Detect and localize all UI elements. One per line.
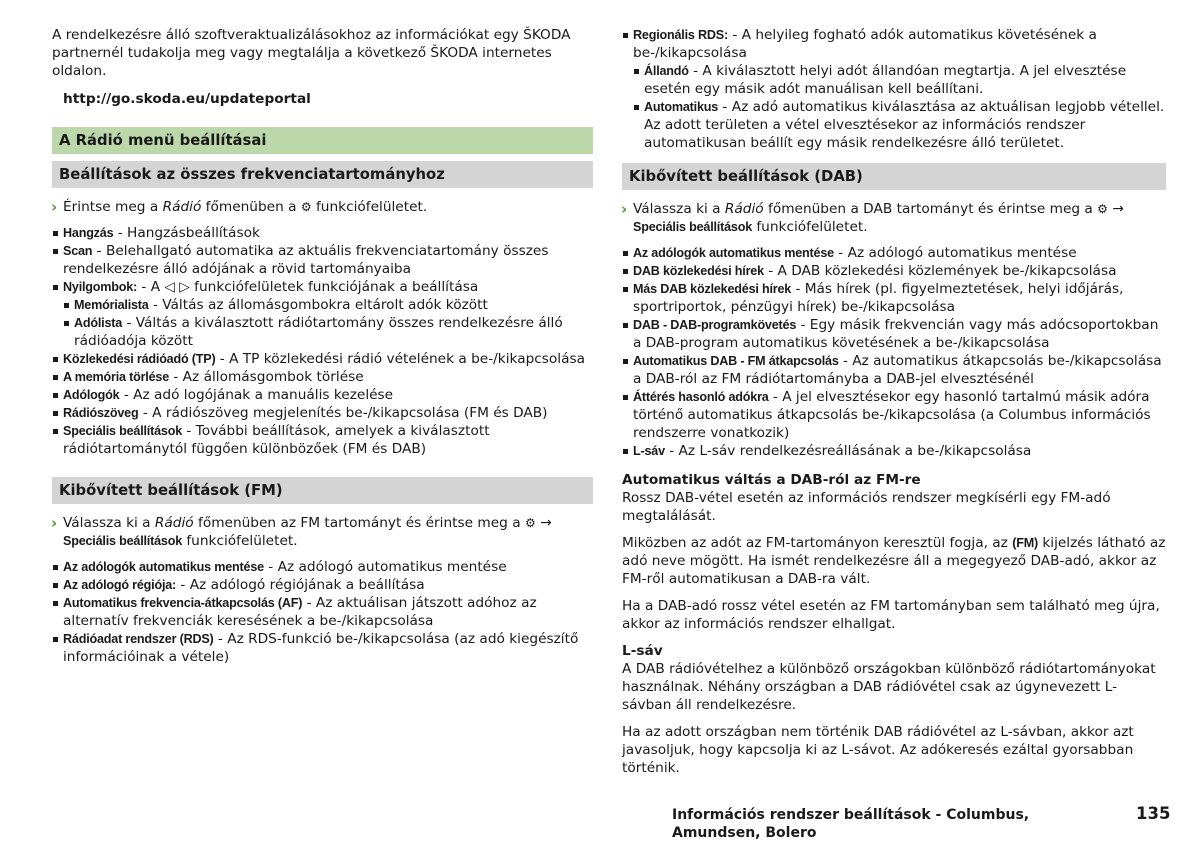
regional-rds-list — [622, 26, 1166, 152]
item-desc: - További beállítások, amelyek a kiválasztott rádiótartománytól függően különbözőek (FM és DAB) — [63, 423, 490, 457]
l-band-p2: Ha az adott országban nem történik DAB rádióvétel az L-sávban, akkor azt javasoljuk, hogy kapcsolja ki az L-sávot. Az adókeresés ezáltal gyorsabban történik. — [622, 724, 1134, 776]
list-item — [52, 558, 593, 576]
item-term: DAB közlekedési hírek — [633, 264, 764, 278]
list-item — [622, 262, 1166, 280]
bullet-icon — [623, 33, 628, 38]
bullet-icon — [53, 583, 58, 588]
instruction-dab: › Válassza ki a Rádió főmenüben a DAB tartományt és érintse meg a ⚙ → Speciális beállítások funkciófelületet. — [621, 200, 1124, 235]
bullet-icon — [53, 375, 58, 380]
list-item — [622, 388, 1166, 442]
item-term: Közlekedési rádióadó (TP) — [63, 352, 216, 366]
bullet-icon — [623, 323, 628, 328]
list-item — [52, 350, 593, 368]
item-desc: - Az állomásgombok törlése — [169, 369, 364, 385]
list-item — [622, 280, 1166, 316]
right-column — [622, 26, 1166, 786]
bullet-icon — [623, 251, 628, 256]
item-desc: - Belehallgató automatika az aktuális frekvenciatartomány összes rendelkezésre álló adójának a rövid tartományaiba — [63, 243, 549, 277]
auto-switch-p3: Ha a DAB-adó rossz vétel esetén az FM tartományban sem található meg újra, akkor az információs rendszer elhallgat. — [622, 598, 1160, 632]
item-term: Adólista — [74, 316, 123, 330]
footer-title: Információs rendszer beállítások - Columbus, Amundsen, Bolero — [672, 807, 1030, 841]
item-desc: - A rádiószöveg megjelenítés be-/kikapcsolása (FM és DAB) — [138, 405, 548, 421]
page-number: 135 — [1136, 804, 1171, 823]
list-item — [633, 98, 1166, 152]
list-item — [622, 442, 1166, 460]
item-term: Az adólogó régiója: — [63, 578, 177, 592]
item-term: Automatikus — [644, 100, 719, 114]
bullet-icon — [53, 565, 58, 570]
list-item — [622, 352, 1166, 388]
instruction-fm: › Válassza ki a Rádió főmenüben az FM tartományt és érintse meg a ⚙ → Speciális beállítások funkciófelületet. — [51, 514, 552, 549]
item-desc: - Az aktuálisan játszott adóhoz az alternatív frekvenciák keresésének a be-/kikapcsolása — [63, 595, 537, 629]
settings-icon: ⚙ — [1097, 202, 1108, 216]
item-desc: - Egy másik frekvencián vagy más adócsoportokban a DAB-program automatikus követésének a be-/kikapcsolása — [633, 317, 1159, 351]
bullet-icon — [53, 393, 58, 398]
l-band-p1: A DAB rádióvételhez a különböző országokban különböző rádiótartományokat használnak. Néhány országban a DAB rádióvétel csak az úgynevezett L-sávban áll rendelkezésre. — [622, 661, 1156, 713]
list-item — [52, 404, 593, 422]
dab-settings-list — [622, 244, 1166, 460]
item-term: Az adólogók automatikus mentése — [63, 560, 264, 574]
item-term: Regionális RDS: — [633, 28, 728, 42]
item-desc: - Váltás az állomásgombokra eltárolt adók között — [148, 297, 488, 313]
subsection-dab-title: Kibővített beállítások (DAB) — [622, 163, 1166, 190]
list-item — [52, 224, 593, 242]
item-term: Automatikus frekvencia-átkapcsolás (AF) — [63, 596, 303, 610]
item-desc: - A DAB közlekedési közlemények be-/kikapcsolása — [763, 263, 1117, 279]
list-item — [52, 368, 593, 386]
auto-switch-p2: Miközben az adót az FM-tartományon keresztül fogja, az (FM) kijelzés látható az adó neve mögött. Ha ismét rendelkezésre áll a megegyező DAB-adó, akkor az FM-ről automatikusan a DAB-ra vált. — [622, 535, 1166, 587]
item-desc: - Váltás a kiválasztott rádiótartomány összes rendelkezésre álló rádióadója között — [74, 315, 563, 349]
item-term: Más DAB közlekedési hírek — [633, 282, 792, 296]
item-term: Automatikus DAB - FM átkapcsolás — [633, 354, 839, 368]
intro-text: A rendelkezésre álló szoftveraktualizálásokhoz az információkat egy ŠKODA partnernél tudakolja meg vagy megtalálja a következő ŠKODA internetes oldalon. — [52, 27, 571, 79]
list-item — [63, 296, 593, 314]
l-band-heading: L-sáv — [622, 643, 663, 659]
item-term: Áttérés hasonló adókra — [633, 390, 769, 404]
item-desc: - A helyileg fogható adók automatikus követésének a be-/kikapcsolása — [633, 27, 1097, 61]
list-item — [52, 594, 593, 630]
update-portal-url[interactable]: http://go.skoda.eu/updateportal — [63, 91, 311, 107]
bullet-icon — [53, 357, 58, 362]
bullet-icon — [53, 411, 58, 416]
item-desc: - Az adó automatikus kiválasztása az aktuálisan legjobb vétellel. Az adott területen a vétel elvesztésekor az információs rendszer automatikusan beállít egy másik rendelkezésre álló területet. — [644, 99, 1165, 151]
list-item — [622, 26, 1166, 62]
item-term: Speciális beállítások — [63, 424, 183, 438]
item-term: Rádiószöveg — [63, 406, 139, 420]
bullet-icon — [634, 105, 639, 110]
item-desc: - Az adó logójának a manuális kezelése — [119, 387, 394, 403]
subsection-fm-title: Kibővített beállítások (FM) — [52, 477, 593, 504]
chevron-icon: › — [621, 200, 628, 218]
item-term: Állandó — [644, 64, 689, 78]
item-term: Hangzás — [63, 226, 114, 240]
item-term: Nyilgombok: — [63, 280, 138, 294]
bullet-icon — [623, 269, 628, 274]
instruction-all-bands: › Érintse meg a Rádió főmenüben a ⚙ funkciófelületet. — [51, 198, 428, 216]
section-title: A Rádió menü beállításai — [52, 127, 593, 154]
bullet-icon — [53, 231, 58, 236]
list-item — [63, 314, 593, 350]
item-desc: - Hangzásbeállítások — [113, 225, 260, 241]
bullet-icon — [53, 285, 58, 290]
list-item — [52, 242, 593, 278]
bullet-icon — [623, 449, 628, 454]
item-term: Rádióadat rendszer (RDS) — [63, 632, 214, 646]
chevron-icon: › — [51, 198, 58, 216]
item-desc: - A kiválasztott helyi adót állandóan megtartja. A jel elvesztése esetén egy másik adót manuálisan kell beállítani. — [644, 63, 1127, 97]
item-term: Scan — [63, 244, 93, 258]
auto-switch-heading: Automatikus váltás a DAB-ról az FM-re — [622, 472, 921, 488]
list-item — [52, 422, 593, 458]
bullet-icon — [53, 637, 58, 642]
item-term: DAB - DAB-programkövetés — [633, 318, 797, 332]
bullet-icon — [634, 69, 639, 74]
list-item — [52, 576, 593, 594]
item-desc: - Az adólogó automatikus mentése — [263, 559, 507, 575]
chevron-icon: › — [51, 514, 58, 532]
item-desc: - Az L-sáv rendelkezésreállásának a be-/kikapcsolása — [664, 443, 1032, 459]
bullet-icon — [53, 249, 58, 254]
bullet-icon — [53, 429, 58, 434]
settings-icon: ⚙ — [524, 516, 536, 530]
item-term: Az adólogók automatikus mentése — [633, 246, 834, 260]
item-desc: - Az automatikus átkapcsolás be-/kikapcsolása a DAB-ról az FM rádiótartományba a DAB-jel elvesztésénél — [633, 353, 1162, 387]
item-desc: - A TP közlekedési rádió vételének a be-/kikapcsolása — [215, 351, 586, 367]
item-term: L-sáv — [633, 444, 665, 458]
item-desc: - Más hírek (pl. figyelmeztetések, helyi időjárás, sportriportok, pénzügyi hírek) be-/kikapcsolása — [633, 281, 1124, 315]
bullet-icon — [64, 321, 69, 326]
item-desc: - Az RDS-funkció be-/kikapcsolása (az adó kiegészítő információinak a vétele) — [63, 631, 579, 665]
bullet-icon — [623, 395, 628, 400]
left-column — [52, 26, 593, 685]
item-desc: - A ◁ ▷ funkciófelületek funkciójának a beállítása — [137, 279, 479, 295]
item-term: A memória törlése — [63, 370, 170, 384]
list-item — [633, 62, 1166, 98]
fm-settings-list — [52, 558, 593, 666]
item-term: Memórialista — [74, 298, 149, 312]
auto-switch-p1: Rossz DAB-vétel esetén az információs rendszer megkísérli egy FM-adó megtalálását. — [622, 490, 1111, 524]
bullet-icon — [623, 287, 628, 292]
list-item — [52, 278, 593, 296]
all-bands-settings-list — [52, 224, 593, 458]
list-item — [52, 386, 593, 404]
item-term: Adólogók — [63, 388, 120, 402]
settings-icon: ⚙ — [300, 200, 312, 214]
list-item — [622, 244, 1166, 262]
item-desc: - Az adólogó automatikus mentése — [833, 245, 1077, 261]
list-item — [622, 316, 1166, 352]
bullet-icon — [53, 601, 58, 606]
subsection-all-bands-title: Beállítások az összes frekvenciatartományhoz — [52, 161, 593, 188]
item-desc: - Az adólogó régiójának a beállítása — [176, 577, 425, 593]
bullet-icon — [64, 303, 69, 308]
bullet-icon — [623, 359, 628, 364]
item-desc: - A jel elvesztésekor egy hasonló tartalmú másik adóra történő automatikus átkapcsolás be-/kikapcsolása (a Columbus információs rendszerre vonatkozik) — [633, 389, 1151, 441]
list-item — [52, 630, 593, 666]
